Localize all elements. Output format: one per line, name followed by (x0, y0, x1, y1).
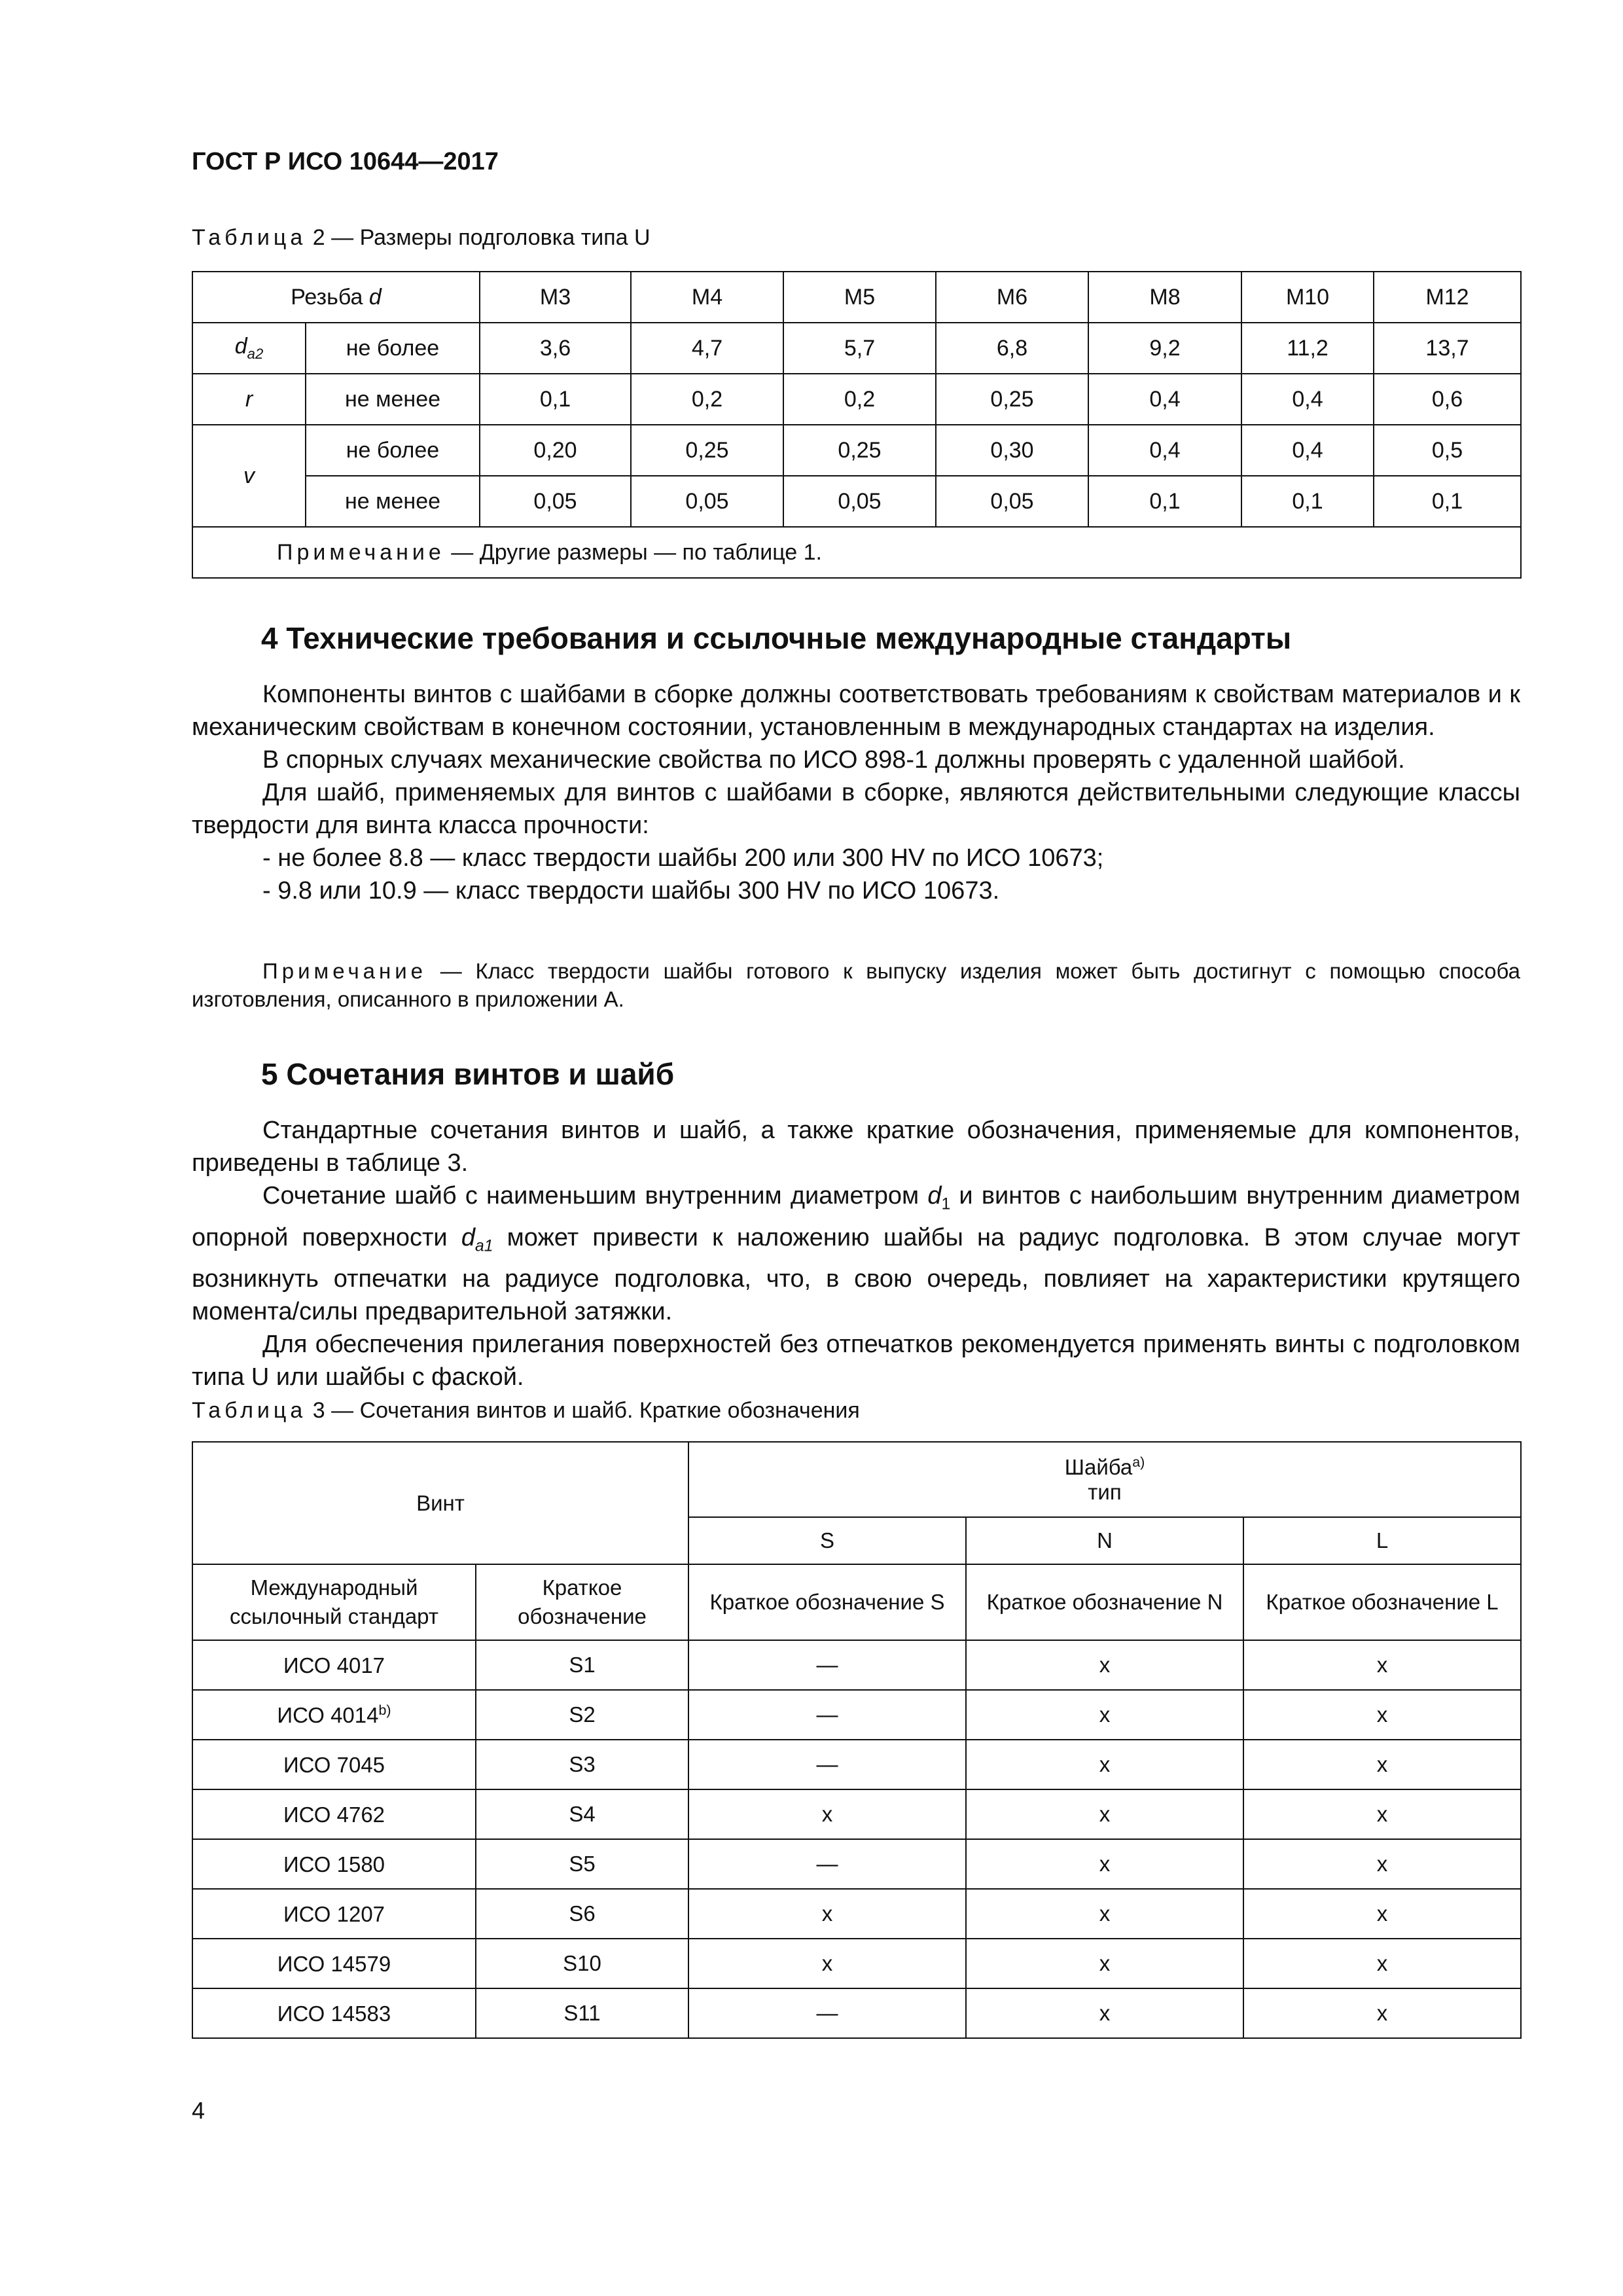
n-cell: x (966, 1640, 1243, 1690)
l-cell: x (1243, 1740, 1521, 1789)
table2-row-v-max (192, 425, 1521, 476)
value-cell: 0,5 (1374, 425, 1521, 476)
standard-cell (192, 1640, 476, 1690)
size-cell: М5 (783, 272, 936, 323)
value-cell: 0,4 (1241, 425, 1374, 476)
da2-symbol-sub: a2 (247, 345, 264, 362)
value-cell: 0,25 (783, 425, 936, 476)
size-cell: М4 (631, 272, 783, 323)
table2-caption (192, 225, 651, 251)
value-cell: 0,30 (936, 425, 1088, 476)
col-standard: Международный ссылочный стандарт (192, 1564, 476, 1640)
standard-text: ИСО 1207 (283, 1901, 385, 1926)
n-cell: x (966, 1988, 1243, 2038)
page-number: 4 (192, 2097, 205, 2124)
n-cell: x (966, 1740, 1243, 1789)
section4-paragraph: Компоненты винтов с шайбами в сборке должны соответствовать требованиям к свойствам материалов и к механическим свойствам в конечном состоянии, установленным в международных стандартах на изделия. (192, 681, 1520, 741)
short-cell: S1 (476, 1640, 688, 1690)
table2 (192, 271, 1522, 579)
table-row (192, 1988, 1521, 2038)
size-cell: М12 (1374, 272, 1521, 323)
thread-header (192, 272, 480, 323)
col-short: Краткое обозначение (476, 1564, 688, 1640)
value-cell: 0,2 (631, 374, 783, 425)
table3-caption-text: 3 — Сочетания винтов и шайб. Краткие обозначения (312, 1398, 860, 1423)
standard-cell (192, 1889, 476, 1939)
value-cell: 5,7 (783, 323, 936, 374)
table3-caption (192, 1398, 860, 1424)
section5-p2-part: и винтов с наибольшим внутренним диаметром опорной поверхности (192, 1182, 1520, 1251)
section4-note-text: — Класс твердости шайбы готового к выпуску изделия может быть достигнут с помощью способа изготовления, описанного в приложении А. (192, 959, 1521, 1011)
table2-note-text: — Другие размеры — по таблице 1. (451, 539, 822, 565)
n-cell: x (966, 1789, 1243, 1839)
standard-text: ИСО 4014 (277, 1702, 379, 1727)
l-cell: x (1243, 1889, 1521, 1939)
short-cell: S10 (476, 1939, 688, 1988)
table2-note-row (192, 527, 1521, 578)
value-cell: 13,7 (1374, 323, 1521, 374)
condition-cell: не менее (306, 374, 480, 425)
size-cell: М8 (1088, 272, 1241, 323)
short-cell: S3 (476, 1740, 688, 1789)
value-cell: 0,1 (1374, 476, 1521, 527)
value-cell: 0,1 (480, 374, 631, 425)
da2-symbol-letter: d (234, 334, 247, 359)
s-cell: x (688, 1889, 966, 1939)
section4-note (192, 957, 1520, 1013)
standard-cell (192, 1939, 476, 1988)
table2-row-r (192, 374, 1521, 425)
standard-text: ИСО 4762 (283, 1802, 385, 1827)
value-cell: 0,25 (631, 425, 783, 476)
section5-p2-part: Сочетание шайб с наименьшим внутренним диаметром (262, 1182, 928, 1210)
standard-cell (192, 1789, 476, 1839)
short-cell: S6 (476, 1889, 688, 1939)
thread-label: Резьба (291, 284, 363, 310)
table2-caption-prefix: Таблица (192, 225, 307, 250)
value-cell: 0,4 (1241, 374, 1374, 425)
l-cell: x (1243, 1839, 1521, 1889)
value-cell: 0,4 (1088, 425, 1241, 476)
short-cell: S11 (476, 1988, 688, 2038)
table3-header-row1 (192, 1442, 1521, 1517)
section4-paragraph: Для шайб, применяемых для винтов с шайбами в сборке, являются действительными следующие классы твердости для винта класса прочности: (192, 779, 1520, 839)
type-cell: N (966, 1517, 1243, 1564)
value-cell: 0,4 (1088, 374, 1241, 425)
section4-paragraph: В спорных случаях механические свойства по ИСО 898-1 должны проверять с удаленной шайбой. (262, 746, 1405, 774)
section4-bullet: - не более 8.8 — класс твердости шайбы 200 или 300 HV по ИСО 10673; (262, 844, 1104, 872)
n-cell: x (966, 1690, 1243, 1740)
value-cell: 4,7 (631, 323, 783, 374)
table2-row-v-min (192, 476, 1521, 527)
short-cell: S5 (476, 1839, 688, 1889)
section4-body (192, 678, 1520, 907)
condition-cell: не менее (306, 476, 480, 527)
standard-cell (192, 1740, 476, 1789)
size-cell: М3 (480, 272, 631, 323)
s-cell: — (688, 1839, 966, 1889)
table-row (192, 1789, 1521, 1839)
r-symbol (192, 374, 306, 425)
short-cell: S4 (476, 1789, 688, 1839)
section5-paragraph (192, 1179, 1520, 1328)
s-cell: — (688, 1988, 966, 2038)
standard-cell (192, 1988, 476, 2038)
value-cell: 6,8 (936, 323, 1088, 374)
size-cell: М10 (1241, 272, 1374, 323)
standard-cell (192, 1690, 476, 1740)
r-symbol-letter: r (245, 386, 253, 412)
section4-note-prefix: Примечание (262, 959, 427, 983)
n-cell: x (966, 1939, 1243, 1988)
washer-header (688, 1442, 1521, 1517)
section5-body (192, 1114, 1520, 1393)
standard-footnote: b) (378, 1702, 391, 1718)
l-cell: x (1243, 1939, 1521, 1988)
table2-caption-text: 2 — Размеры подголовка типа U (312, 225, 651, 250)
col-short-s: Краткое обозначение S (688, 1564, 966, 1640)
section5-p2-part: может привести к наложению шайбы на радиус подголовка. В этом случае могут возникнуть отпечатки на радиусе подголовка, что, в свою очередь, повлияет на характеристики крутящего момента/силы предварительной затяжки. (192, 1223, 1520, 1326)
standard-text: ИСО 1580 (283, 1852, 385, 1876)
table-row (192, 1839, 1521, 1889)
table2-note (192, 527, 1521, 578)
value-cell: 9,2 (1088, 323, 1241, 374)
table2-note-prefix: Примечание (277, 539, 445, 565)
standard-text: ИСО 14583 (277, 2001, 391, 2026)
l-cell: x (1243, 1988, 1521, 2038)
table-row (192, 1939, 1521, 1988)
value-cell: 0,20 (480, 425, 631, 476)
washer-type-label: тип (1088, 1480, 1122, 1504)
value-cell: 0,05 (631, 476, 783, 527)
type-cell: L (1243, 1517, 1521, 1564)
s-cell: — (688, 1640, 966, 1690)
value-cell: 11,2 (1241, 323, 1374, 374)
table-row (192, 1740, 1521, 1789)
short-cell: S2 (476, 1690, 688, 1740)
value-cell: 0,05 (783, 476, 936, 527)
n-cell: x (966, 1839, 1243, 1889)
value-cell: 0,25 (936, 374, 1088, 425)
document-header: ГОСТ Р ИСО 10644—2017 (192, 148, 499, 175)
condition-cell: не более (306, 323, 480, 374)
l-cell: x (1243, 1640, 1521, 1690)
standard-cell (192, 1839, 476, 1889)
s-cell: — (688, 1690, 966, 1740)
section5-paragraph: Стандартные сочетания винтов и шайб, а также краткие обозначения, применяемые для компонентов, приведены в таблице 3. (192, 1117, 1520, 1177)
section5-title: 5 Сочетания винтов и шайб (261, 1057, 675, 1091)
table-row (192, 1640, 1521, 1690)
s-cell: — (688, 1740, 966, 1789)
standard-text: ИСО 7045 (283, 1752, 385, 1777)
d1-symbol: d (927, 1182, 942, 1210)
section4-bullet: - 9.8 или 10.9 — класс твердости шайбы 300 HV по ИСО 10673. (262, 877, 1000, 905)
da1-subscript: a1 (474, 1237, 493, 1255)
n-cell: x (966, 1889, 1243, 1939)
value-cell: 0,2 (783, 374, 936, 425)
v-symbol (192, 425, 306, 527)
washer-label: Шайба (1064, 1455, 1133, 1479)
table-row (192, 1889, 1521, 1939)
section4-title: 4 Технические требования и ссылочные международные стандарты (261, 621, 1292, 655)
value-cell: 0,1 (1241, 476, 1374, 527)
value-cell: 0,6 (1374, 374, 1521, 425)
table2-header-row (192, 272, 1521, 323)
col-short-n: Краткое обозначение N (966, 1564, 1243, 1640)
table3-header-row3 (192, 1564, 1521, 1640)
size-cell: М6 (936, 272, 1088, 323)
value-cell: 0,05 (480, 476, 631, 527)
col-short-l: Краткое обозначение L (1243, 1564, 1521, 1640)
thread-var: d (368, 284, 382, 310)
s-cell: x (688, 1789, 966, 1839)
value-cell: 3,6 (480, 323, 631, 374)
standard-text: ИСО 14579 (277, 1951, 391, 1976)
condition-cell: не более (306, 425, 480, 476)
washer-footnote-mark: a) (1132, 1454, 1145, 1470)
table3 (192, 1441, 1522, 2039)
da2-symbol (192, 323, 306, 374)
type-cell: S (688, 1517, 966, 1564)
standard-text: ИСО 4017 (283, 1653, 385, 1677)
table2-row-da2 (192, 323, 1521, 374)
v-symbol-letter: v (243, 463, 255, 488)
value-cell: 0,05 (936, 476, 1088, 527)
l-cell: x (1243, 1789, 1521, 1839)
table-row (192, 1690, 1521, 1740)
section5-paragraph: Для обеспечения прилегания поверхностей без отпечатков рекомендуется применять винты с подголовком типа U или шайбы с фаской. (192, 1331, 1520, 1391)
d1-subscript: 1 (941, 1195, 951, 1213)
table3-caption-prefix: Таблица (192, 1398, 307, 1423)
da1-symbol: d (461, 1223, 475, 1251)
s-cell: x (688, 1939, 966, 1988)
l-cell: x (1243, 1690, 1521, 1740)
screw-header: Винт (192, 1442, 688, 1564)
value-cell: 0,1 (1088, 476, 1241, 527)
